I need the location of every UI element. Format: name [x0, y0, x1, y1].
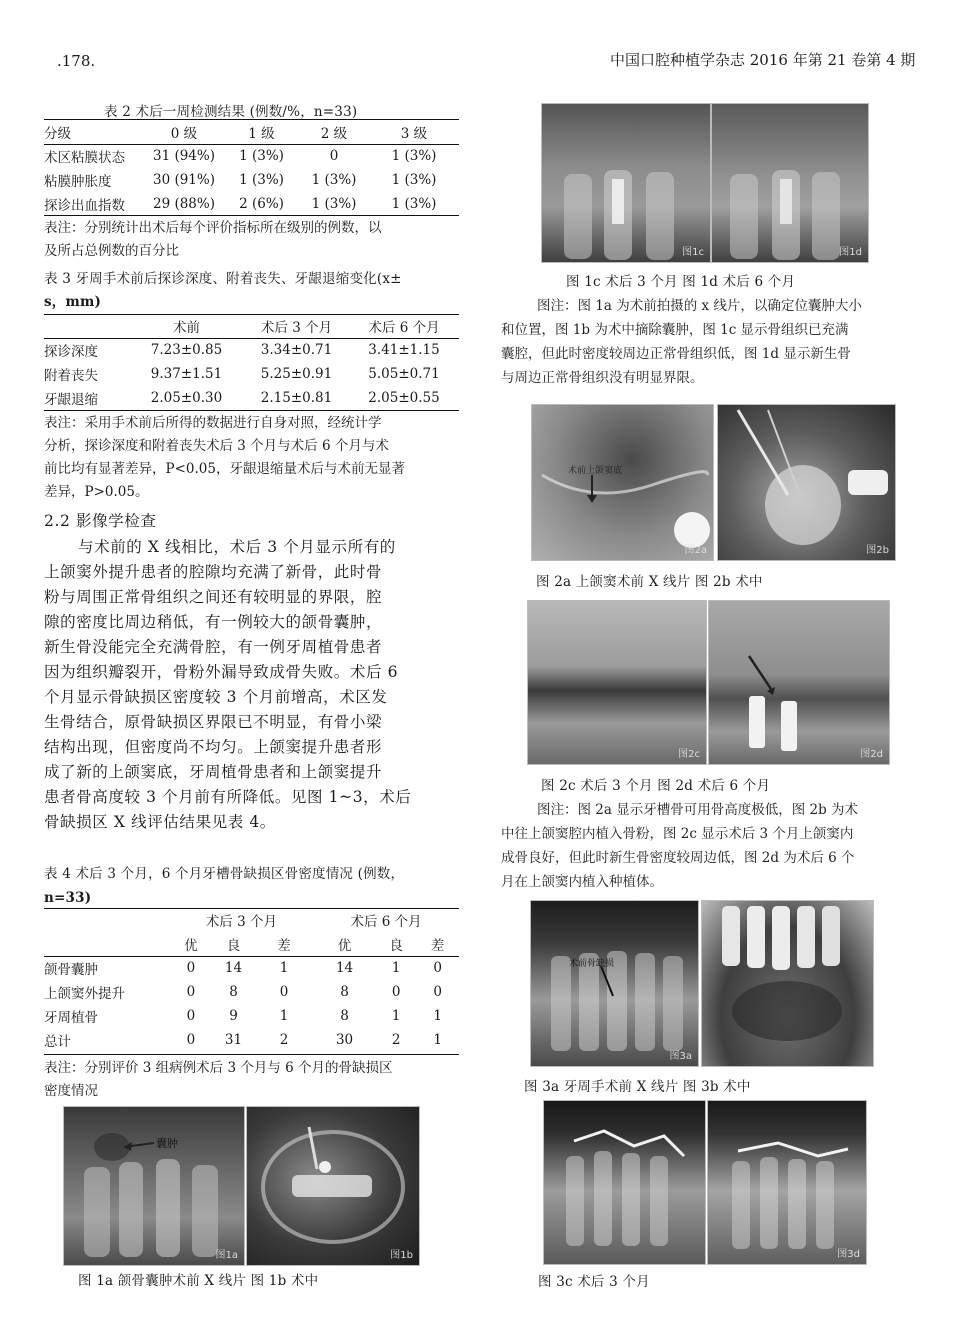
table2-note [44, 217, 464, 263]
table3-note-line: 前比均有显著差异，P<0.05，牙龈退缩量术后与术前无显著 [44, 461, 405, 477]
table2-cell: 29 (88%) [152, 196, 215, 212]
table4-cell: 0 [186, 1032, 196, 1048]
table2-cell: 1 (3%) [391, 172, 437, 188]
table2-cell: 1 (3%) [311, 172, 357, 188]
section-line: 与术前的 X 线相比，术后 3 个月显示所有的 [78, 538, 396, 556]
table2-header-cell: 分级 [44, 126, 71, 142]
table-row [44, 168, 459, 192]
figure-2-note [501, 798, 926, 894]
table3-cell: 3.34±0.71 [260, 342, 333, 358]
table4-cell: 0 [391, 984, 401, 1000]
table4-sub-row [44, 932, 459, 956]
figure-3d-xray [707, 1100, 867, 1265]
table3-cell: 2.05±0.55 [368, 390, 440, 406]
table2-cell: 1 (3%) [311, 196, 357, 212]
table2 [44, 120, 459, 216]
section-line: 隙的密度比周边稍低，有一例较大的颌骨囊肿， [44, 613, 383, 631]
section-line: 生骨结合，原骨缺损区界限已不明显，有骨小梁 [44, 713, 383, 731]
table3-bottom-rule [44, 410, 459, 411]
table4-cell: 1 [433, 1032, 442, 1048]
table4-cell: 9 [229, 1008, 238, 1024]
table3 [44, 314, 459, 410]
table3-cell: 探诊深度 [44, 344, 98, 360]
teeth-xray-icon [712, 104, 868, 262]
figure-2c-xray [527, 600, 707, 765]
table4-cell: 0 [186, 984, 196, 1000]
table2-header-cell: 1 级 [248, 126, 275, 142]
figure-2cd-caption: 图 2c 术后 3 个月 图 2d 术后 6 个月 [541, 778, 771, 794]
table4-cell: 1 [391, 960, 401, 976]
teeth-xray-icon [542, 104, 710, 262]
table2-cell: 1 (3%) [391, 148, 437, 164]
figure-1cd-caption: 图 1c 术后 3 个月 图 1d 术后 6 个月 [566, 274, 796, 290]
table4-cell: 上颌窦外提升 [44, 986, 125, 1002]
table3-header-cell: 术后 3 个月 [260, 320, 333, 336]
table2-cell: 2 (6%) [239, 196, 284, 212]
table4-cell: 0 [186, 1008, 196, 1024]
figure-tag: 图2d [860, 749, 883, 760]
section-line: 上颌窦外提升患者的腔隙均充满了新骨，此时骨 [44, 563, 383, 581]
table4-header-cell [44, 908, 170, 932]
section-heading: 2.2 影像学检查 [44, 512, 157, 530]
section-line: 患者骨高度较 3 个月前有所降低。见图 1~3，术后 [44, 788, 412, 806]
journal-header: 中国口腔种植学杂志 2016 年第 21 卷第 4 期 [610, 51, 916, 69]
table2-cell: 31 (94%) [152, 148, 215, 164]
table2-note-line: 及所占总例数的百分比 [44, 243, 179, 259]
table3-cell: 7.23±0.85 [150, 342, 223, 358]
table4-group-header: 术后 3 个月 [205, 914, 277, 930]
table4-sub-header: 差 [430, 938, 445, 954]
table-row [44, 144, 459, 168]
table4-cell: 31 [224, 1032, 243, 1048]
table4-note [44, 1057, 469, 1103]
figure-2ab-caption: 图 2a 上颌窦术前 X 线片 图 2b 术中 [536, 574, 763, 590]
table2-cell: 探诊出血指数 [44, 198, 125, 214]
table4-note-line: 密度情况 [44, 1083, 98, 1099]
figure-1b-photo [246, 1106, 420, 1266]
figure-note-line: 图注：图 2a 显示牙槽骨可用骨高度极低，图 2b 为术 [537, 802, 859, 818]
figure-note-line: 成骨良好，但此时新生骨密度较周边低，图 2d 为术后 6 个 [501, 850, 855, 866]
figure-tag: 图2b [866, 545, 889, 556]
figure-tag: 图1b [390, 1250, 413, 1261]
figure-2b-photo [717, 404, 896, 561]
figure-3c-xray [543, 1100, 706, 1265]
table3-cell: 5.25±0.91 [260, 366, 333, 382]
table4-cell: 30 [335, 1032, 354, 1048]
table3-note-line: 表注：采用手术前后所得的数据进行自身对照，经统计学 [44, 415, 382, 431]
section-line: 结构出现，但密度尚不均匀。上颌窦提升患者形 [44, 738, 383, 756]
table3-header-cell [44, 314, 129, 338]
table4-cell: 0 [433, 984, 442, 1000]
table3-header-cell: 术前 [173, 320, 200, 336]
table3-cell: 附着丧失 [44, 368, 98, 384]
table4-cell: 2 [391, 1032, 401, 1048]
section-line: 新生骨没能完全充满骨腔，有一例牙周植骨患者 [44, 638, 383, 656]
table3-cell: 5.05±0.71 [368, 366, 440, 382]
table-row [44, 338, 459, 362]
table-row [44, 362, 459, 386]
figure-1a-xray [63, 1106, 245, 1266]
table2-header-cell: 0 级 [170, 126, 198, 142]
table4-cell: 8 [340, 1008, 349, 1024]
figure-3a-xray [530, 900, 699, 1067]
surgery-photo-icon [718, 405, 895, 560]
table4-cell: 牙周植骨 [44, 1010, 98, 1026]
table4-cell: 14 [224, 960, 243, 976]
figure-tag: 图2c [678, 749, 700, 760]
table3-title-line: 表 3 牙周手术前后探诊深度、附着丧失、牙龈退缩变化(x± [44, 271, 402, 287]
section-line: 因为组织瓣裂开，骨粉外漏导致成骨失败。术后 6 [44, 663, 399, 681]
figure-note-line: 囊腔，但此时密度较周边正常骨组织低，图 1d 显示新生骨 [501, 346, 851, 362]
page-number: .178. [57, 52, 96, 70]
figure-3ab-caption: 图 3a 牙周手术前 X 线片 图 3b 术中 [524, 1079, 751, 1095]
teeth-xray-icon [531, 901, 698, 1066]
table4-bottom-rule [44, 1054, 459, 1055]
table-row [44, 1004, 459, 1028]
table4 [44, 908, 459, 1052]
table2-note-line: 表注：分别统计出术后每个评价指标所在级别的例数，以 [44, 220, 382, 236]
table3-title-line: s，mm) [44, 294, 102, 310]
figure-note-line: 和位置，图 1b 为术中摘除囊肿，图 1c 显示骨组织已充满 [501, 322, 849, 338]
figure-1-note [501, 294, 926, 390]
table4-cell: 0 [186, 960, 196, 976]
table4-cell: 1 [433, 1008, 442, 1024]
table3-header-row [44, 314, 459, 338]
figure-2a-xray [531, 404, 714, 561]
table2-cell: 1 (3%) [239, 148, 284, 164]
table4-cell: 2 [279, 1032, 289, 1048]
table2-header-cell: 2 级 [320, 126, 348, 142]
table4-sub-header: 良 [389, 938, 403, 954]
figure-note-line: 月在上颌窦内植入种植体。 [501, 874, 663, 890]
figure-tag: 图3d [837, 1249, 860, 1260]
figure-tag: 图3a [669, 1051, 692, 1062]
table4-sub-header: 良 [226, 938, 241, 954]
figure-1d-xray [711, 103, 869, 263]
figure-note-line: 与周边正常骨组织没有明显界限。 [501, 370, 704, 386]
section-line: 粉与周围正常骨组织之间还有较明显的界限，腔 [44, 588, 383, 606]
table4-cell: 0 [279, 984, 289, 1000]
figure-1a-label: 囊肿 [156, 1137, 178, 1150]
figure-1c-xray [541, 103, 711, 263]
table4-cell: 总计 [44, 1034, 71, 1050]
splint-xray-icon [708, 1101, 866, 1264]
table4-title-line: 表 4 术后 3 个月，6 个月牙槽骨缺损区骨密度情况 (例数， [44, 866, 405, 882]
table4-cell: 8 [229, 984, 238, 1000]
table4-sub-header: 优 [337, 938, 352, 954]
figure-2d-xray [708, 600, 890, 765]
table4-group-row [44, 908, 459, 932]
table4-cell: 1 [279, 960, 289, 976]
section-body [44, 535, 469, 835]
section-line: 成了新的上颌窦底，牙周植骨患者和上颌窦提升 [44, 763, 383, 781]
table4-cell: 1 [279, 1008, 289, 1024]
table4-sub-header: 优 [184, 938, 198, 954]
table4-header-cell [44, 932, 170, 956]
table3-note-line: 分析，探诊深度和附着丧失术后 3 个月与术后 6 个月与术 [44, 438, 389, 454]
sinus-xray-icon [532, 405, 713, 560]
figure-tag: 图2a [684, 545, 707, 556]
table2-cell: 术区粘膜状态 [44, 150, 125, 166]
table4-title [44, 862, 469, 910]
figure-tag: 图1c [682, 247, 704, 258]
table3-cell: 2.05±0.30 [150, 390, 223, 406]
table3-note-line: 差异，P>0.05。 [44, 484, 149, 500]
teeth-xray-icon [64, 1107, 244, 1265]
table2-title: 表 2 术后一周检测结果 (例数/%，n=33) [104, 104, 358, 120]
table4-cell: 8 [340, 984, 349, 1000]
table4-cell: 颌骨囊肿 [44, 962, 98, 978]
figure-note-line: 图注：图 1a 为术前拍摄的 x 线片，以确定位囊肿大小 [537, 298, 862, 314]
gum-surgery-photo-icon [702, 901, 873, 1066]
table3-cell: 牙龈退缩 [44, 392, 98, 408]
figure-1ab-caption: 图 1a 颌骨囊肿术前 X 线片 图 1b 术中 [78, 1273, 319, 1289]
section-line: 个月显示骨缺损区密度较 3 个月前增高，术区发 [44, 688, 388, 706]
table3-header-cell: 术后 6 个月 [368, 320, 440, 336]
table3-note [44, 412, 469, 504]
figure-note-line: 中往上颌窦腔内植入骨粉，图 2c 显示术后 3 个月上颌窦内 [501, 826, 854, 842]
table4-group-header: 术后 6 个月 [350, 914, 422, 930]
intraoral-photo-icon [247, 1107, 419, 1265]
table2-header-rule [44, 144, 459, 145]
table2-cell: 粘膜肿胀度 [44, 174, 112, 190]
figure-3c-caption: 图 3c 术后 3 个月 [538, 1274, 650, 1290]
table-row [44, 956, 459, 980]
figure-tag: 图1a [215, 1250, 238, 1261]
table2-bottom-rule [44, 215, 459, 216]
table3-cell: 9.37±1.51 [150, 366, 223, 382]
splint-xray-icon [544, 1101, 705, 1264]
table4-sub-header: 差 [277, 938, 291, 954]
table-row [44, 1028, 459, 1052]
table4-cell: 0 [433, 960, 442, 976]
table3-header-rule [44, 338, 459, 339]
table4-note-line: 表注：分别评价 3 组病例术后 3 个月与 6 个月的骨缺损区 [44, 1060, 393, 1076]
section-line: 骨缺损区 X 线评估结果见表 4。 [44, 813, 276, 831]
table-row [44, 386, 459, 410]
table3-title [44, 268, 402, 314]
table3-cell: 3.41±1.15 [368, 342, 440, 358]
table-row [44, 192, 459, 216]
table4-cell: 14 [335, 960, 354, 976]
implant-xray-icon [709, 601, 889, 764]
table4-cell: 1 [391, 1008, 401, 1024]
table2-cell: 30 (91%) [152, 172, 215, 188]
table3-cell: 2.15±0.81 [260, 390, 333, 406]
table2-cell: 1 (3%) [391, 196, 437, 212]
figure-3b-photo [701, 900, 874, 1067]
figure-3a-label: 术前骨缺损 [569, 959, 615, 969]
table4-header-rule [44, 956, 459, 957]
table2-cell: 0 [329, 148, 339, 164]
table2-header-row [44, 120, 459, 144]
table2-cell: 1 (3%) [239, 172, 284, 188]
table-row [44, 980, 459, 1004]
table4-title-line: n=33) [44, 890, 92, 906]
figure-tag: 图1d [839, 247, 862, 258]
figure-2a-label: 术前上颌窦底 [568, 466, 623, 476]
table2-header-cell: 3 级 [400, 126, 428, 142]
